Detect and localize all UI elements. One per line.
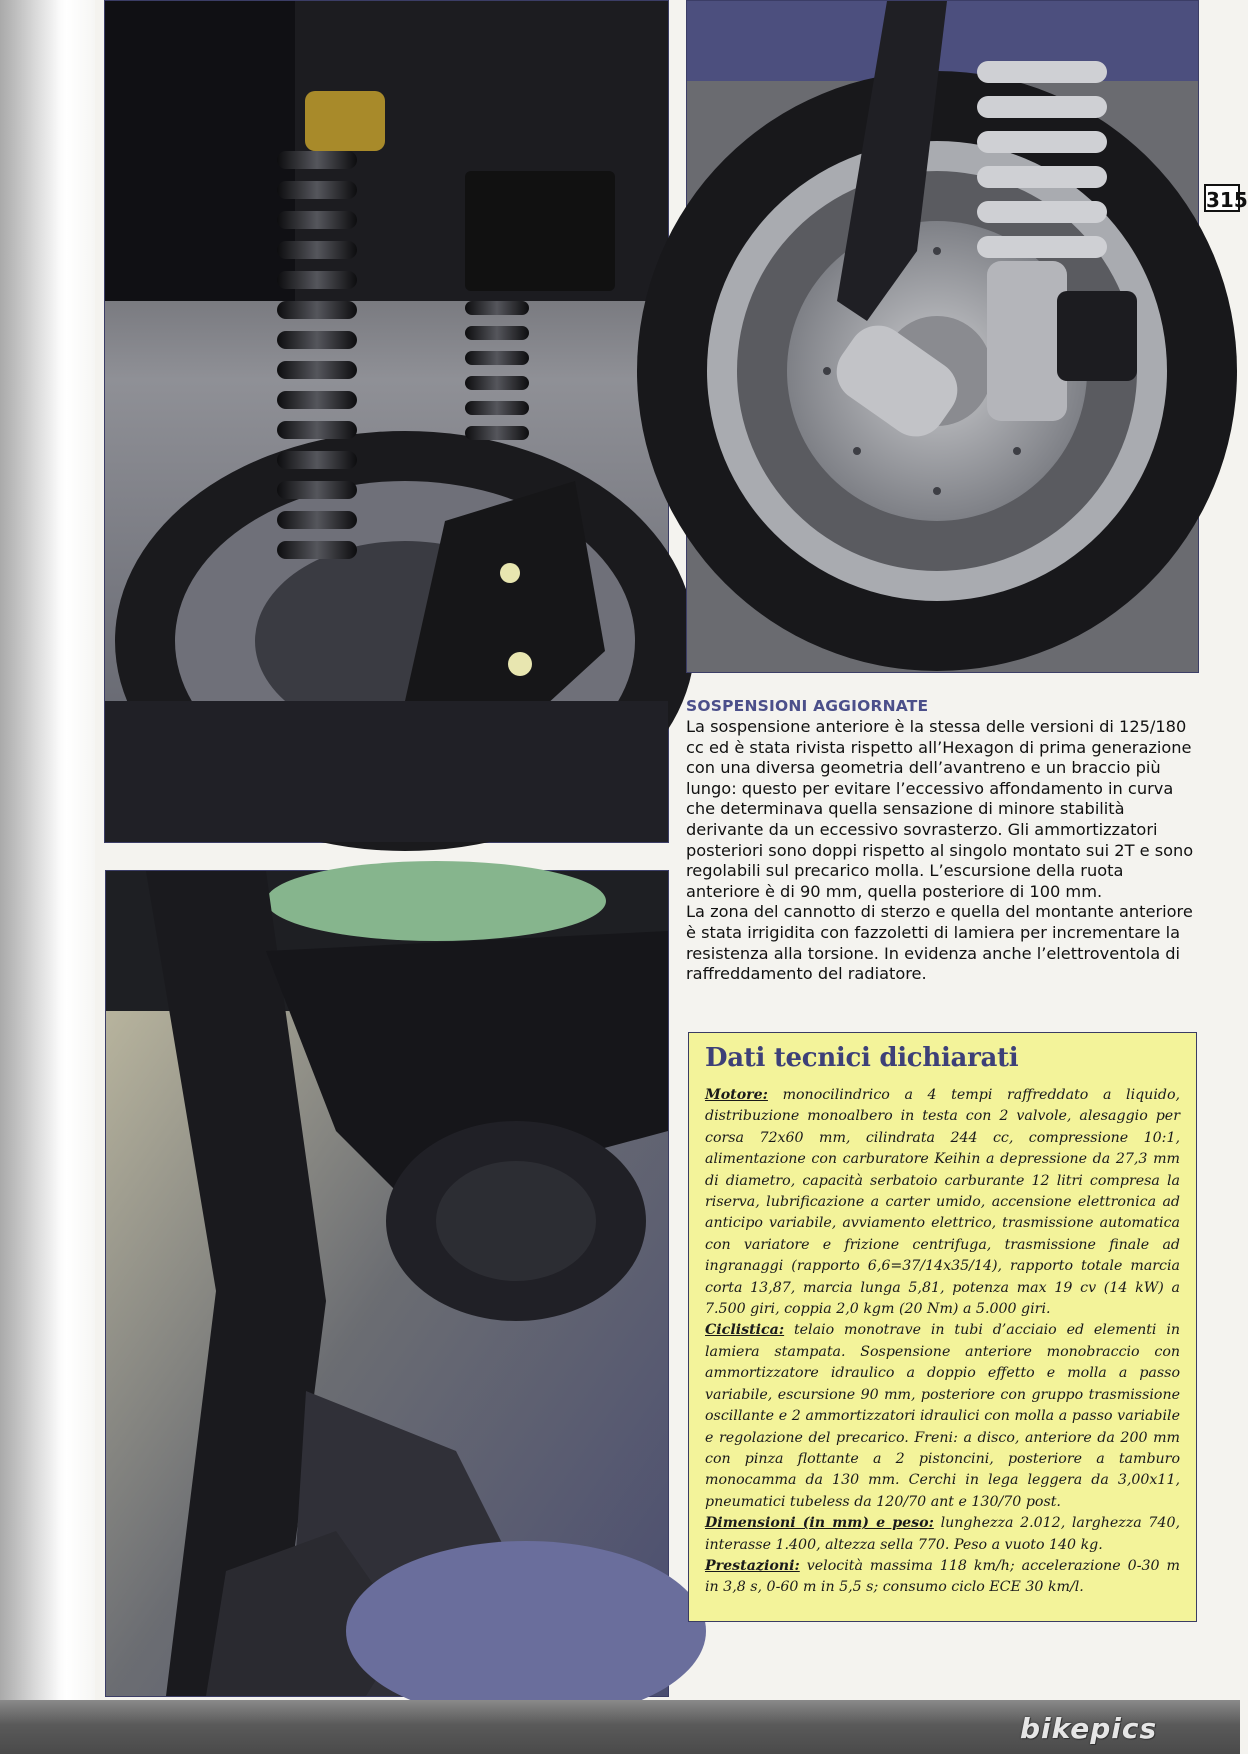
spec-label-motore: Motore: xyxy=(705,1087,768,1103)
suspension-caption xyxy=(686,697,1198,985)
front-wheel-photo xyxy=(686,0,1199,673)
spine-shadow xyxy=(0,0,60,1754)
rear-suspension-photo xyxy=(104,0,669,843)
spec-text-ciclistica: telaio monotrave in tubi d’acciaio ed elementi in lamiera stampata. Sospensione anteriore monobraccio con ammortizzatore idraulico a doppio effetto e molla a passo variabile, escursione 90 mm, posteriore con gruppo trasmissione oscillante e 2 ammortizzatori idraulici con molla a passo variabile e regolazione del precarico. Freni: a disco, anteriore da 200 mm con pinza flottante a 2 pistoncini, posteriore a tamburo monocamma da 130 mm. Cerchi in lega leggera da 3,00x11, pneumatici tubeless da 120/70 ant e 130/70 post. xyxy=(705,1322,1180,1510)
spec-text-motore: monocilindrico a 4 tempi raffreddato a liquido, distribuzione monoalbero in testa con 2 valvole, alesaggio per corsa 72x60 mm, cilindrata 244 cc, compressione 10:1, alimentazione con carburatore Keihin a depressione da 27,3 mm di diametro, capacità serbatoio carburante 12 litri compresa la riserva, lubrificazione a carter umido, accensione elettronica ad anticipo variabile, avviamento elettrico, trasmissione automatica con variatore e frizione centrifuga, trasmissione finale ad ingranaggi (rapporto 6,6=37/14x35/14), rapporto totale marcia corta 13,87, marcia lunga 5,81, potenza max 19 cv (14 kW) a 7.500 giri, coppia 2,0 kgm (20 Nm) a 5.000 giri. xyxy=(705,1087,1180,1318)
technical-specs-box xyxy=(688,1032,1197,1622)
bikepics-watermark: bikepics xyxy=(1020,1712,1158,1745)
steering-head-frame-photo-icon xyxy=(106,871,668,1696)
spec-label-prestazioni: Prestazioni: xyxy=(705,1557,800,1574)
spec-text-dimensioni: lunghezza 2.012, larghezza 740, interasse 1.400, altezza sella 770. Peso a vuoto 140 kg. xyxy=(705,1515,1180,1553)
caption-body: La sospensione anteriore è la stessa delle versioni di 125/180 cc ed è stata rivista rispetto all’Hexagon di prima generazione con una diversa geometria dell’avantreno e un braccio più lungo: questo per evitare l’eccessivo affondamento in curva che determinava quella sensazione di minore stabilità derivante da un eccessivo sovrasterzo. Gli ammortizzatori posteriori sono doppi rispetto al singolo montato sui 2T e sono regolabili sul precarico molla. L’escursione della ruota anteriore è di 90 mm, quella posteriore di 100 mm. La zona del cannotto di sterzo e quella del montante anteriore è stata irrigidita con fazzoletti di lamiera per incrementare la resistenza alla torsione. In evidenza anche l’elettroventola di raffreddamento del radiatore. xyxy=(686,717,1194,984)
page-number: 315 xyxy=(1204,184,1240,212)
spec-label-dimensioni: Dimensioni (in mm) e peso: xyxy=(705,1515,934,1532)
front-wheel-disc-brake-photo-icon xyxy=(687,1,1198,672)
caption-title: SOSPENSIONI AGGIORNATE xyxy=(686,697,929,715)
specs-title: Dati tecnici dichiarati xyxy=(705,1043,1019,1073)
frame-detail-photo xyxy=(105,870,669,1697)
spec-label-ciclistica: Ciclistica: xyxy=(705,1322,785,1339)
specs-text xyxy=(705,1085,1180,1599)
rear-shock-absorber-photo-icon xyxy=(105,1,668,842)
spec-text-prestazioni: velocità massima 118 km/h; accelerazione 0-30 m in 3,8 s, 0-60 m in 5,5 s; consumo ciclo ECE 30 km/l. xyxy=(705,1557,1180,1596)
